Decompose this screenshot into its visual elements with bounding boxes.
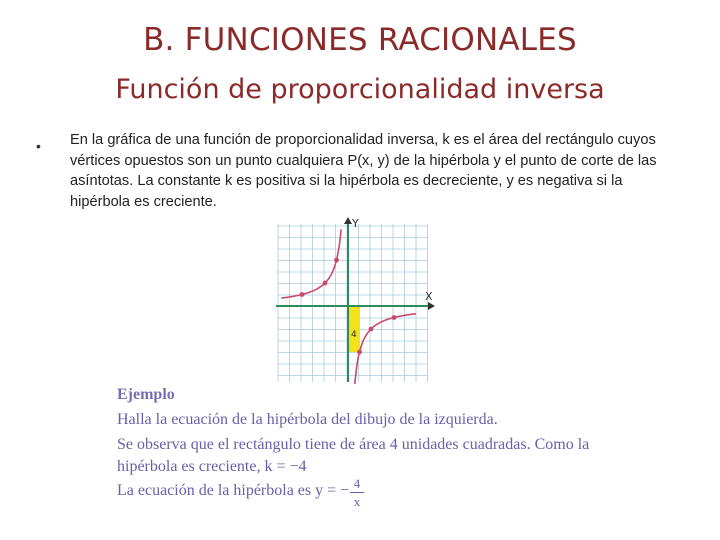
fraction-denominator: x <box>353 494 361 509</box>
y-axis-label: Y <box>352 217 359 230</box>
x-axis-arrow <box>428 302 435 310</box>
curve-point <box>357 350 362 355</box>
example-line-2: Se observa que el rectángulo tiene de área 4 unidades cuadradas. Como la <box>117 436 590 453</box>
example-line-1: Halla la ecuación de la hipérbola del dibujo de la izquierda. <box>117 411 498 428</box>
slide-subtitle: Función de proporcionalidad inversa <box>115 74 605 105</box>
slide-title: B. FUNCIONES RACIONALES <box>143 22 577 58</box>
graph-grid <box>278 224 428 382</box>
example-line-3: hipérbola es creciente, k = −4 <box>117 458 307 475</box>
fraction-numerator: 4 <box>353 476 361 491</box>
curve-point <box>300 292 305 297</box>
y-axis-arrow <box>344 217 352 224</box>
graph-axes <box>276 217 435 382</box>
area-rectangle <box>348 306 360 352</box>
equation-fraction <box>350 476 364 509</box>
bullet-marker: • <box>36 138 41 154</box>
x-axis-label: X <box>425 290 433 303</box>
curve-point <box>334 258 339 263</box>
curve-point <box>323 281 328 286</box>
curve-point <box>392 315 397 320</box>
hyperbola-graph <box>268 214 438 384</box>
curve-point <box>369 327 374 332</box>
fraction-bar <box>350 492 364 493</box>
example-line-4: La ecuación de la hipérbola es y = − <box>117 482 350 499</box>
example-heading: Ejemplo <box>117 386 175 403</box>
rectangle-area-label: 4 <box>351 330 357 340</box>
hyperbola-branch-left <box>281 229 341 298</box>
hyperbola-branch-right <box>354 314 416 384</box>
bullet-paragraph: En la gráfica de una función de proporcionalidad inversa, k es el área del rectángulo cuyos vértices opuestos son un punto cualquiera P(x, y) de la hipérbola y el punto de corte de las asíntotas. La constante k es positiva si la hipérbola es decreciente, y es negativa si la hipérbola es creciente. <box>70 132 657 210</box>
